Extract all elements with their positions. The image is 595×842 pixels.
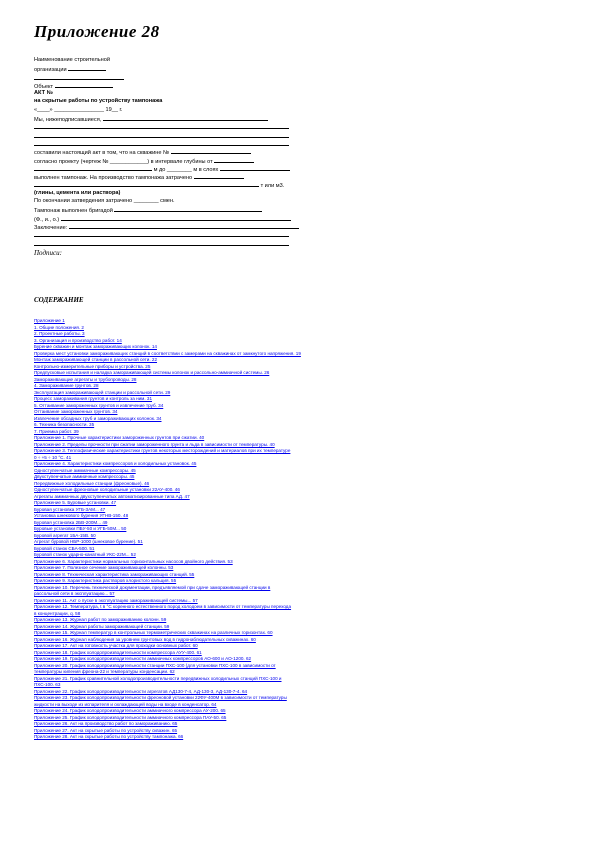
toc-link[interactable]: Буровая установка УГБ-3АМ... 47 <box>34 506 106 512</box>
toc-link[interactable]: ПХС-100. 63 <box>34 682 61 687</box>
toc-link[interactable]: Приложение 23. График холодопроизводительности фреоновой установки 22ФУ-400М в зависимости от температуры <box>34 695 287 700</box>
table-of-contents <box>34 318 404 741</box>
toc-link[interactable]: Приложение 25. График холодопроизводительности аммиачного компрессора ПАУ-50. 65 <box>34 714 227 720</box>
toc-link[interactable]: Замораживающие агрегаты и трубопроводы. 28 <box>34 376 137 382</box>
form-line: организации <box>34 64 374 72</box>
toc-link[interactable]: Извлечение обсадных труб и замораживающих колонок. 34 <box>34 415 162 421</box>
toc-link[interactable]: Приложение 21. График сравнительной холодопроизводительности передвижных холодильных станций ПХС-100 и <box>34 675 282 681</box>
toc-link[interactable]: Контрольно-измерительные приборы и устройства. 25 <box>34 363 151 369</box>
toc-link[interactable]: Предпусковые испытания и наладка замораживающей системы колонок и рассольно-аммиачной системы. 26 <box>34 370 270 375</box>
toc-link[interactable]: Приложение 22. График холодопроизводительности агрегатов АД130-7-4, АД-130-3, АД-130-7-4. 64 <box>34 688 248 694</box>
toc-link[interactable]: Приложение 18. График холодопроизводительности компрессора АУУ-400. 61 <box>34 649 202 655</box>
toc-link[interactable]: Проверка мест установки замораживающих станций в соответствии с замерами на скважинах от замкнутого напряжения. 19 <box>34 350 301 356</box>
toc-link[interactable]: Приложение 8. Техническая характеристика замораживающих станций. 55 <box>34 571 195 577</box>
toc-link[interactable]: Агрегаты аммиачных двухступенчатых автоматизированные типа АД. 47 <box>34 493 190 499</box>
toc-link[interactable]: Приложение 14. Журнал работы замораживающей станции. 59 <box>34 623 170 629</box>
toc-link[interactable]: Процесс замораживания грунтов и контроль за ним. 31 <box>34 396 153 401</box>
toc-link[interactable]: жидкости на выходе из испарителя и охлаждающей воды на входе в конденсатор. 64 <box>34 701 217 707</box>
toc-link[interactable]: Приложение 26. Акт на производство работ по замораживанию. 65 <box>34 721 178 726</box>
toc-link[interactable]: 2. Проектные работы. 3 <box>34 331 85 336</box>
toc-link[interactable]: Приложение 16. Журнал наблюдения за уровнем грунтовых вод в гидронаблюдательных скважинах. 60 <box>34 636 256 642</box>
toc-link[interactable]: 5. Оттаивание замороженных грунтов и извлечение труб. 34 <box>34 402 164 408</box>
toc-link[interactable]: Буровой агрегат 1БА-15В. 50 <box>34 532 96 538</box>
toc-title: СОДЕРЖАНИЕ <box>34 296 84 304</box>
toc-link[interactable]: Приложение 9. Характеристика растворов хлористого кальция. 55 <box>34 578 177 583</box>
toc-link[interactable]: Приложение 15. Журнал температур в контрольных термометрических скважинах на различных горизонтах. 60 <box>34 630 273 635</box>
toc-link[interactable]: Буровая установка 2БВ-200М... 49 <box>34 519 108 525</box>
toc-link[interactable]: Приложение 27. Акт на скрытые работы по устройству скважин. 65 <box>34 727 178 733</box>
form-line: По окончании затвердения затрачено ________ смен. <box>34 198 175 205</box>
act-form <box>34 56 374 257</box>
toc-link[interactable]: рассольной сети в эксплуатацию... 57 <box>34 591 115 596</box>
form-line: (Ф., и., о.) <box>34 214 374 222</box>
form-line <box>34 73 374 81</box>
toc-link[interactable]: Приложение 13. Журнал работ по замораживанию колонн. 59 <box>34 617 167 622</box>
toc-link[interactable]: температуры кипения фреона-22 и температуры конденсации. 62 <box>34 669 175 674</box>
toc-link[interactable]: 4. Замораживание грунтов. 28 <box>34 383 99 388</box>
toc-link[interactable]: Оттаивание замороженных грунтов. 34 <box>34 409 118 414</box>
toc-link[interactable]: Буровые установки ПБУ-50 и УГБ-50М... 50 <box>34 526 127 531</box>
form-line <box>34 122 374 130</box>
form-line: Наименование строительной <box>34 57 110 63</box>
form-line <box>34 131 374 139</box>
toc-link[interactable]: Двухступенчатые аммиачные компрессоры. 45 <box>34 474 135 479</box>
toc-link[interactable]: Буровой станок ударно-канатный УКС-22М... 52 <box>34 552 136 557</box>
toc-link[interactable]: 0 ÷ +5 ÷ 10 °С. 41 <box>34 454 72 460</box>
toc-link[interactable]: Приложение 20. График холодопроизводительности станции ПХС-100 (для установки ПХС-100 в зависимости от <box>34 662 276 668</box>
toc-link[interactable]: Бурение скважин и монтаж замораживающих колонок. 14 <box>34 344 157 349</box>
toc-link[interactable]: 1. Общие положения. 2 <box>34 324 84 330</box>
toc-link[interactable]: Установка шнекового бурения УГНВ-150. 48 <box>34 513 129 518</box>
toc-link[interactable]: Эксплуатация замораживающей станции и рассольной сети. 29 <box>34 389 171 395</box>
signatures-label: Подписи: <box>34 248 62 257</box>
form-line <box>34 230 374 238</box>
form-line: составили настоящий акт в том, что на скважине № <box>34 147 374 155</box>
toc-link[interactable]: Одноступенчатые фреоновые холодильные установки 22АУ-400. 46 <box>34 487 180 492</box>
toc-link[interactable]: Приложение 11. Акт о пуске в эксплуатацию замораживающей системы... 57 <box>34 597 198 603</box>
toc-link[interactable]: Приложение 1. Прочные характеристики замороженных грунтов при сжатии. 40 <box>34 435 205 440</box>
toc-link[interactable]: 6. Техника безопасности. 35 <box>34 422 95 427</box>
toc-link[interactable]: Приложение 10. Перечень технической документации, предъявляемой при сдаче замораживающей станции в <box>34 584 271 590</box>
form-line: «____» ________________ 19__ г. <box>34 106 123 113</box>
toc-link[interactable]: в концентрации, q. 58 <box>34 610 81 616</box>
page-title: Приложение 28 <box>34 22 160 41</box>
form-line <box>34 239 374 247</box>
toc-link[interactable]: 7. Приемка работ. 39 <box>34 428 79 434</box>
form-line: выполнен тампонаж. На производство тампонажа затрачено <box>34 172 374 180</box>
form-line: т или м3. <box>34 180 374 188</box>
form-line: на скрытые работы по устройству тампонажа <box>34 98 163 105</box>
toc-link[interactable]: Приложение 4. Характеристики компрессоров и холодильных установок. 45 <box>34 461 197 466</box>
toc-link[interactable]: Приложение 24. График холодопроизводительности аммиачного компрессора АУ-200. 65 <box>34 708 226 713</box>
form-line: Мы, нижеподписавшиеся, <box>34 114 374 122</box>
form-line: АКТ № <box>34 90 53 97</box>
toc-link[interactable]: Приложение 6. Характеристики нормальных горизонтальных насосов двойного действия. 53 <box>34 558 233 564</box>
toc-link[interactable]: Передвижные холодильные станции (фреоновые). 46 <box>34 480 150 486</box>
toc-link[interactable]: Одноступенчатые аммиачные компрессоры. 45 <box>34 467 136 473</box>
toc-link[interactable]: Приложение 19. График холодопроизводительности аммиачных компрессоров АО-600 и АО-1200. 62 <box>34 656 252 661</box>
toc-link[interactable]: Приложение 7. Полезное сечение замораживающей колонны. 53 <box>34 565 174 570</box>
toc-link[interactable]: Приложение 17. Акт на готовность участка для проходки основных работ. 60 <box>34 643 198 648</box>
toc-link[interactable]: Приложение 28. Акт на скрытые работы по устройству тампонажа. 66 <box>34 734 184 739</box>
form-line: м до ________ м в слоях <box>34 164 374 172</box>
form-line <box>34 139 374 147</box>
form-line: Заключение: <box>34 222 374 230</box>
form-line: согласно проекту (чертеж № ____________) в интервале глубины от <box>34 156 374 164</box>
toc-link[interactable]: Приложение 1 <box>34 318 65 323</box>
toc-link[interactable]: 3. Организация и производство работ. 14 <box>34 337 122 343</box>
toc-link[interactable]: Монтаж замораживающей станции в рассольной сети. 22 <box>34 357 158 362</box>
toc-link[interactable]: Приложение 3. Теплофизические характеристики грунтов некоторых месторождений и материалов при их температуре <box>34 448 291 453</box>
toc-link[interactable]: Буровой станок СБА-500. 51 <box>34 545 95 551</box>
toc-link[interactable]: Приложение 2. Пределы прочности при сжатии замороженного грунта и льда в зависимости от температуры. 40 <box>34 441 275 447</box>
form-line: Тампонаж выполнен бригадой <box>34 205 374 213</box>
form-line: Объект <box>34 81 374 89</box>
toc-link[interactable]: Агрегат буровой НБР-1000 (шнековое бурение). 51 <box>34 539 143 544</box>
form-line: (глины, цемента или раствора) <box>34 189 121 196</box>
toc-link[interactable]: Приложение 5. Буровые установки. 47 <box>34 500 117 505</box>
toc-link[interactable]: Приложение 12. Температура, t в °С коренного естественного пород холодоем в зависимости от температуры перехода <box>34 604 292 609</box>
